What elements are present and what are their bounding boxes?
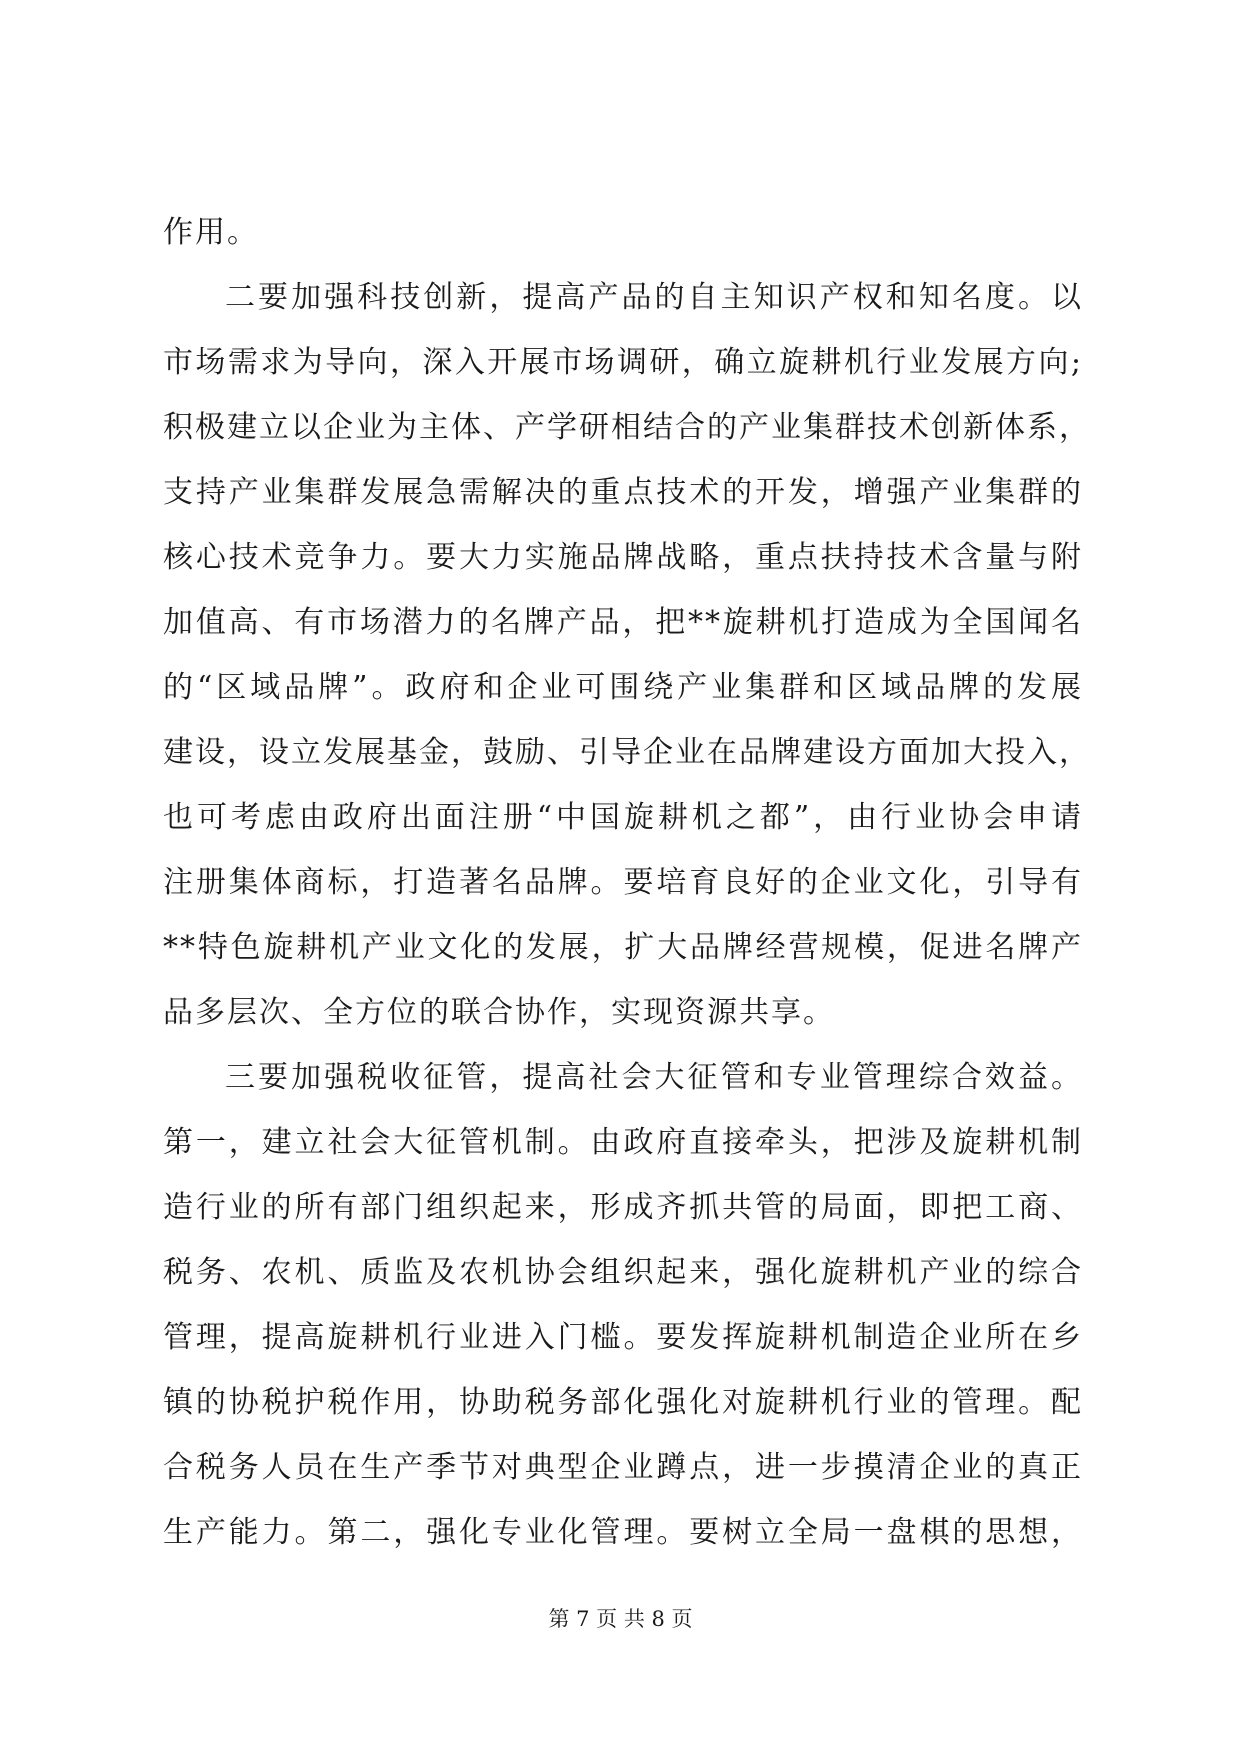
page-number: 第 7 页 共 8 页 [548, 1607, 693, 1631]
text-line-4: 积极建立以企业为主体、产学研相结合的产业集群技术创新体系， [163, 410, 1091, 445]
text-line-15: 第一，建立社会大征管机制。由政府直接牵头，把涉及旋耕机制 [163, 1125, 1083, 1160]
text-line-3: 市场需求为导向，深入开展市场调研，确立旋耕机行业发展方向; [163, 345, 1083, 380]
text-line-1: 作用。 [163, 215, 259, 250]
text-line-10: 也可考虑由政府出面注册“中国旋耕机之都”，由行业协会申请 [163, 800, 1083, 835]
text-line-6: 核心技术竞争力。要大力实施品牌战略，重点扶持技术含量与附 [163, 540, 1083, 575]
text-line-5: 支持产业集群发展急需解决的重点技术的开发，增强产业集群的 [163, 475, 1083, 510]
text-line-17: 税务、农机、质监及农机协会组织起来，强化旋耕机产业的综合 [163, 1255, 1083, 1290]
text-line-21: 生产能力。第二，强化专业化管理。要树立全局一盘棋的思想， [163, 1515, 1083, 1550]
text-line-12: **特色旋耕机产业文化的发展，扩大品牌经营规模，促进名牌产 [163, 930, 1083, 965]
text-line-19: 镇的协税护税作用，协助税务部化强化对旋耕机行业的管理。配 [163, 1385, 1083, 1420]
body-text [163, 200, 1091, 1565]
text-line-13: 品多层次、全方位的联合协作，实现资源共享。 [163, 995, 835, 1030]
text-line-14: 三要加强税收征管，提高社会大征管和专业管理综合效益。 [225, 1060, 1083, 1095]
text-line-2: 二要加强科技创新，提高产品的自主知识产权和知名度。以 [225, 280, 1083, 315]
text-line-9: 建设，设立发展基金，鼓励、引导企业在品牌建设方面加大投入， [163, 735, 1091, 770]
text-line-20: 合税务人员在生产季节对典型企业蹲点，进一步摸清企业的真正 [163, 1450, 1083, 1485]
text-line-7: 加值高、有市场潜力的名牌产品，把**旋耕机打造成为全国闻名 [163, 605, 1083, 640]
text-line-16: 造行业的所有部门组织起来，形成齐抓共管的局面，即把工商、 [163, 1190, 1083, 1225]
text-line-18: 管理，提高旋耕机行业进入门槛。要发挥旋耕机制造企业所在乡 [163, 1320, 1083, 1355]
text-line-8: 的“区域品牌”。政府和企业可围绕产业集群和区域品牌的发展 [163, 670, 1083, 705]
page-footer [0, 1604, 1241, 1634]
text-line-11: 注册集体商标，打造著名品牌。要培育良好的企业文化，引导有 [163, 865, 1083, 900]
